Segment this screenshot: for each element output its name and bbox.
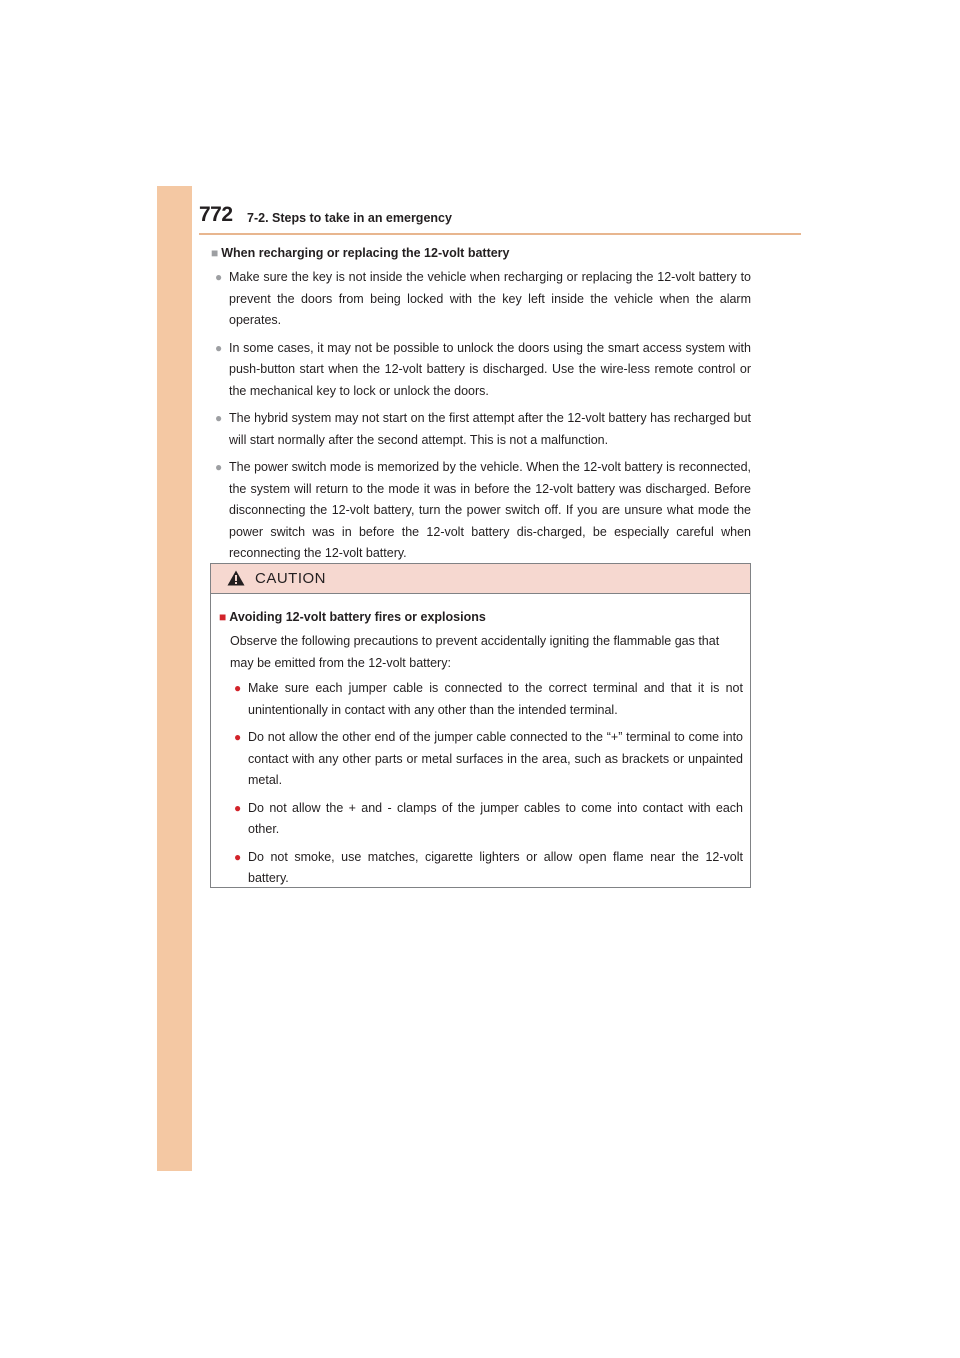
bullet-dot-icon: ● [234, 730, 242, 744]
recharge-bullet-list [211, 267, 751, 565]
caution-heading [219, 606, 743, 628]
chapter-side-tab [157, 186, 192, 1171]
caution-heading-text: Avoiding 12-volt battery fires or explosions [229, 610, 486, 624]
list-item-text: The power switch mode is memorized by the vehicle. When the 12-volt battery is reconnected, the system will return to the mode it was in before the 12-volt battery was discharged. Before disconnecting the 12-volt battery, turn the power switch off. If you are unsure what mode the power switch was in before the 12-volt battery dis-charged, be especially careful when reconnecting the 12-volt battery. [229, 460, 751, 560]
caution-bullet-list [219, 678, 743, 890]
bullet-dot-icon: ● [234, 800, 242, 815]
recharge-heading-text: When recharging or replacing the 12-volt battery [221, 246, 510, 260]
caution-header [211, 564, 750, 594]
list-item-text: In some cases, it may not be possible to unlock the doors using the smart access system with push-button start when the 12-volt battery is discharged. Use the wire-less remote control or the mechanical key to lock or unlock the doors. [229, 340, 751, 398]
caution-box [210, 563, 751, 888]
list-item-text: Make sure the key is not inside the vehicle when recharging or replacing the 12-volt battery to prevent the doors from being locked with the key left inside the vehicle when the alarm operates. [229, 270, 751, 327]
list-item [230, 678, 743, 721]
list-item-text: Do not smoke, use matches, cigarette lighters or allow open flame near the 12-volt battery. [248, 849, 743, 885]
list-item [211, 267, 751, 332]
list-item-text: Make sure each jumper cable is connected to the correct terminal and that it is not unintentionally in contact with any other than the intended terminal. [248, 681, 743, 717]
section-title: 7-2. Steps to take in an emergency [247, 211, 452, 225]
list-item [230, 847, 743, 890]
bullet-dot-icon: ● [234, 849, 242, 864]
list-item [230, 798, 743, 841]
list-item-text: The hybrid system may not start on the first attempt after the 12-volt battery has recharged but will start normally after the second attempt. This is not a malfunction. [229, 411, 751, 447]
list-item [211, 408, 751, 451]
list-item-text: Do not allow the + and - clamps of the jumper cables to come into contact with each other. [248, 800, 743, 836]
caution-intro: Observe the following precautions to prevent accidentally igniting the flammable gas that may be emitted from the 12-volt battery: [230, 634, 720, 670]
page-number: 772 [199, 203, 233, 226]
page-header [199, 203, 801, 235]
bullet-dot-icon: ● [215, 460, 223, 474]
list-item [230, 727, 743, 792]
square-icon: ■ [219, 610, 227, 624]
list-item [211, 457, 751, 565]
recharge-section [211, 242, 751, 571]
list-item [211, 338, 751, 403]
bullet-dot-icon: ● [234, 681, 242, 695]
square-icon: ■ [211, 246, 219, 260]
bullet-dot-icon: ● [215, 340, 223, 355]
caution-body [211, 594, 750, 890]
recharge-heading [211, 242, 751, 264]
caution-label: CAUTION [255, 570, 326, 587]
list-item-text: Do not allow the other end of the jumper cable connected to the “+” terminal to come into contact with any other parts or metal surfaces in the area, such as brackets or unpainted metal. [248, 730, 743, 787]
bullet-dot-icon: ● [215, 270, 223, 284]
warning-triangle-icon [227, 570, 245, 586]
bullet-dot-icon: ● [215, 411, 223, 425]
